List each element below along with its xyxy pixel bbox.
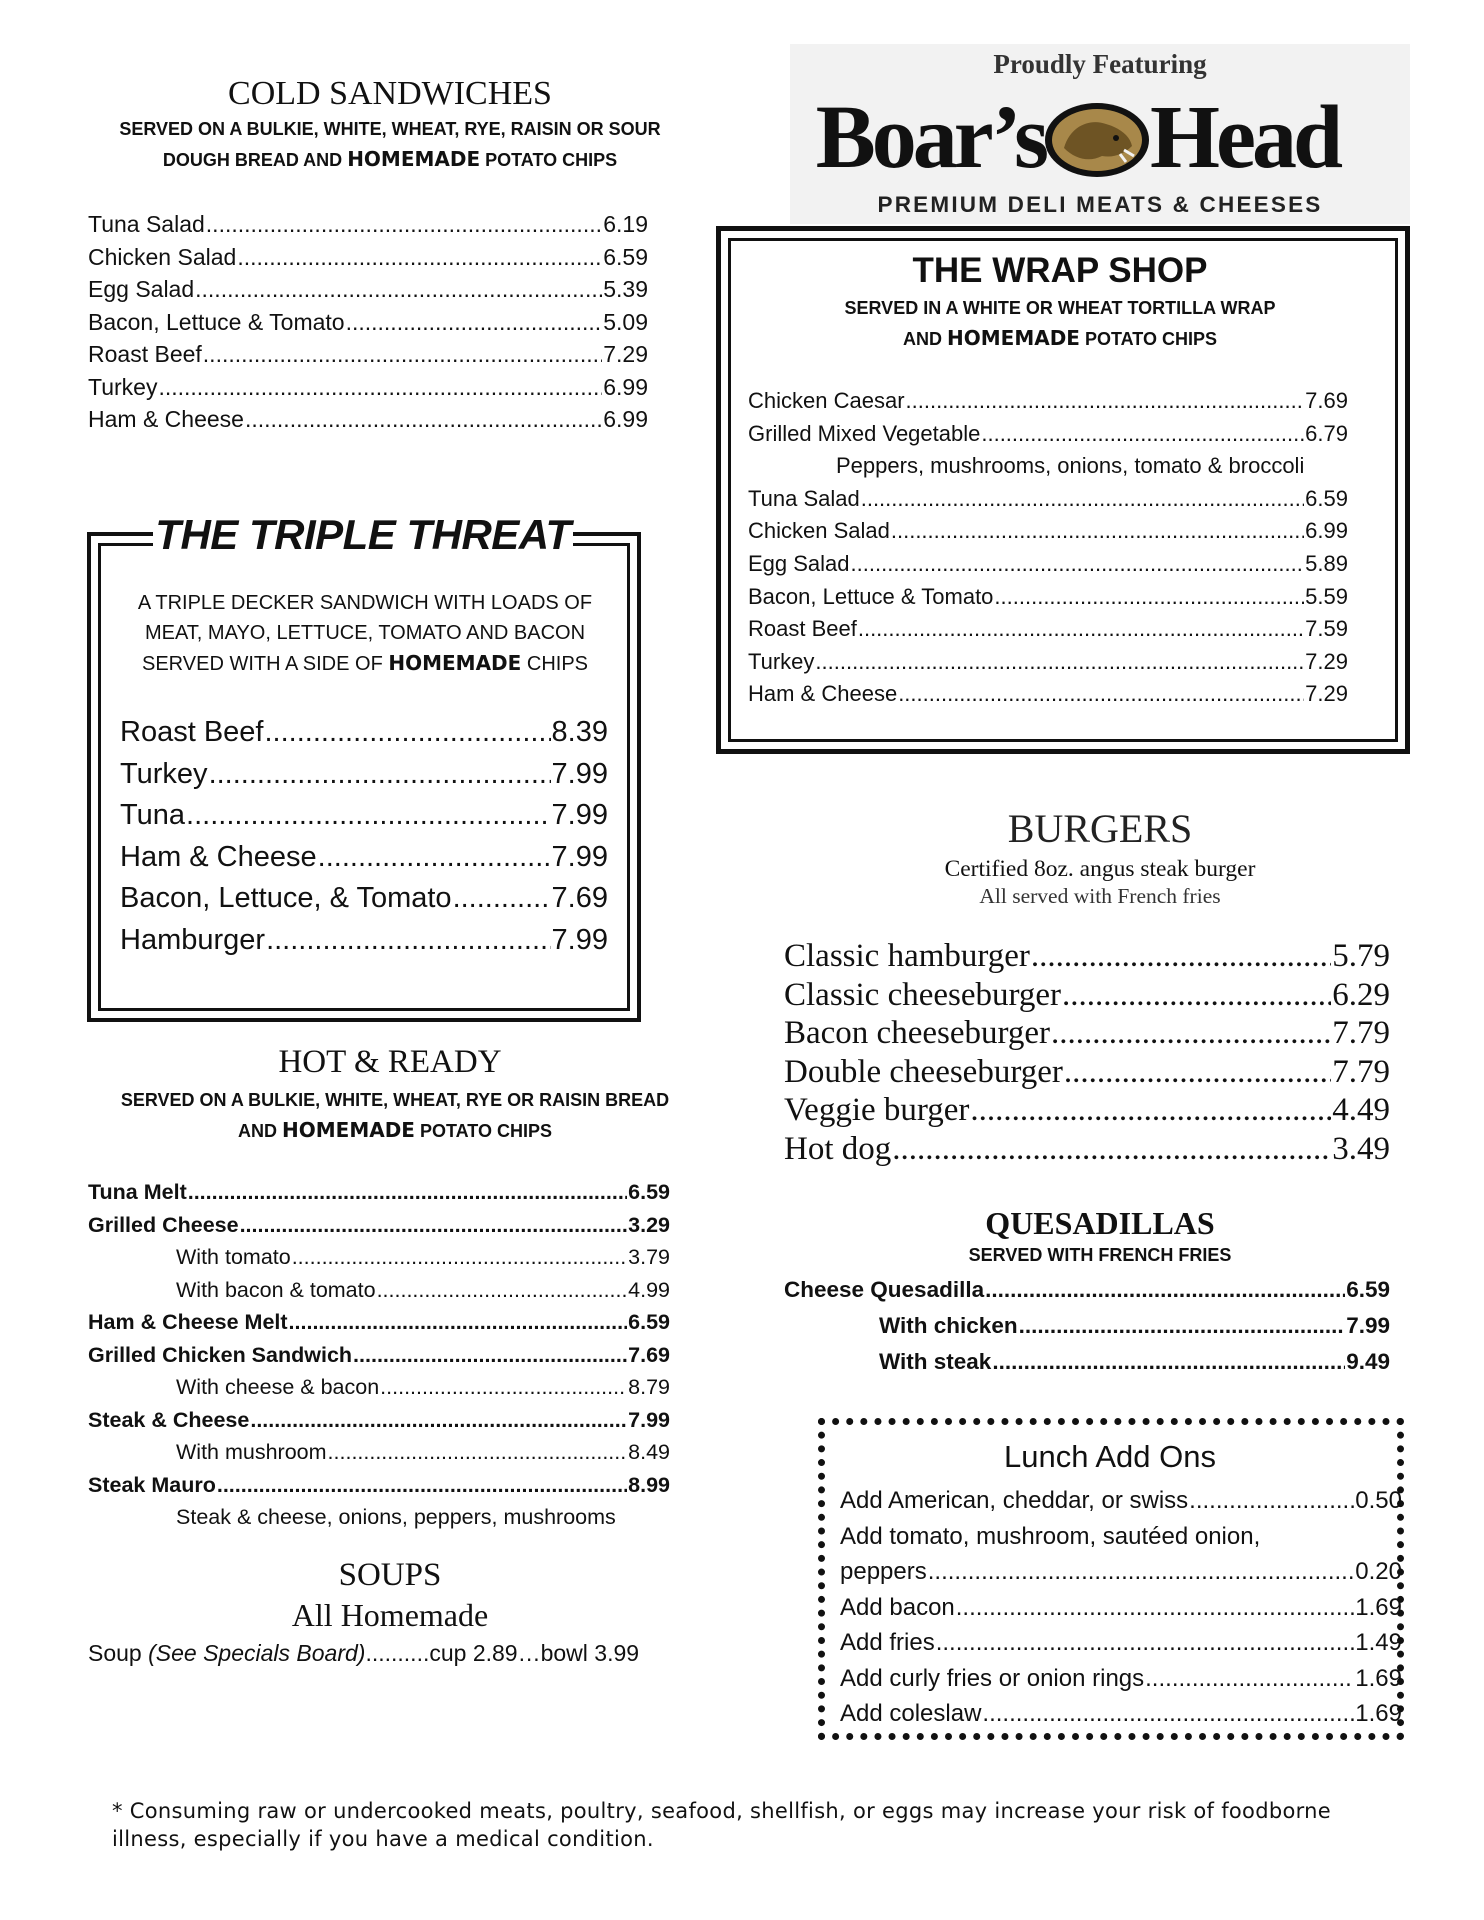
wrap-shop-list — [748, 385, 1348, 711]
dot-leader — [992, 1344, 1345, 1380]
menu-item-price: 7.59 — [1305, 616, 1348, 642]
menu-item-name: Add curly fries or onion rings — [840, 1664, 1145, 1692]
menu-item — [748, 418, 1348, 451]
dot-leader — [195, 273, 602, 306]
wrap-shop-title: THE WRAP SHOP — [912, 251, 1208, 290]
menu-item-price: 6.99 — [1305, 518, 1348, 544]
homemade-emphasis: HOMEMADE — [947, 326, 1080, 350]
menu-item-price: 4.49 — [1332, 1092, 1390, 1128]
steak-mauro-note: Steak & cheese, onions, peppers, mushrooms — [176, 1505, 616, 1529]
menu-item-price: 7.99 — [1346, 1313, 1390, 1338]
menu-item — [88, 1241, 670, 1274]
menu-item — [784, 976, 1390, 1015]
soup-line — [88, 1636, 708, 1670]
dot-leader — [328, 1436, 628, 1469]
menu-item — [88, 1339, 670, 1372]
menu-item-name: Egg Salad — [748, 550, 850, 576]
menu-item-name: Tuna — [120, 799, 186, 831]
menu-item-price: 9.49 — [1346, 1349, 1390, 1374]
menu-item — [840, 1661, 1402, 1697]
menu-item-name: Grilled Mixed Vegetable — [748, 420, 981, 446]
menu-item-price: 6.19 — [603, 211, 648, 237]
menu-item-name: Grilled Chicken Sandwich — [88, 1342, 353, 1367]
menu-item-price: 7.99 — [551, 757, 608, 790]
cold-sub-text: POTATO CHIPS — [480, 150, 618, 170]
menu-item-price: 6.29 — [1332, 976, 1390, 1013]
menu-item-name: Ham & Cheese — [120, 840, 317, 873]
menu-item — [748, 483, 1348, 516]
burgers-subtitle: Certified 8oz. angus steak burger — [944, 856, 1256, 882]
soup-note: (See Specials Board) — [148, 1640, 366, 1666]
menu-item — [840, 1483, 1402, 1519]
menu-item — [748, 548, 1348, 581]
menu-item — [748, 646, 1348, 679]
disclaimer-line2: illness, especially if you have a medical condition. — [112, 1827, 654, 1851]
menu-item-name: Ham & Cheese — [88, 406, 244, 432]
menu-item — [784, 937, 1390, 976]
menu-item — [120, 837, 608, 879]
menu-item-price: 0.20 — [1355, 1558, 1402, 1585]
menu-item-price: 7.99 — [551, 799, 608, 831]
menu-item — [784, 1344, 1390, 1380]
triple-desc-text: SERVED WITH A SIDE OF — [142, 653, 389, 675]
menu-item — [120, 754, 608, 796]
cold-sandwiches-list — [88, 208, 648, 436]
menu-item — [784, 1053, 1390, 1092]
menu-item-name: Add fries — [840, 1629, 935, 1656]
menu-item-name: With cheese & bacon — [176, 1375, 380, 1399]
menu-item-price: 6.99 — [603, 406, 648, 432]
dot-leader — [237, 241, 602, 274]
menu-item — [784, 1272, 1390, 1308]
menu-item — [88, 1469, 670, 1502]
menu-item — [784, 1091, 1390, 1130]
dot-leader — [188, 1176, 627, 1209]
menu-item — [120, 878, 608, 920]
menu-item-price: 5.09 — [603, 308, 648, 335]
menu-item — [88, 241, 648, 274]
soup-name: Soup — [88, 1640, 149, 1666]
food-safety-disclaimer — [112, 1797, 1412, 1853]
cold-sub-line2 — [80, 144, 700, 175]
boars-head-logo — [790, 44, 1410, 224]
dot-leader — [1062, 976, 1331, 1015]
cold-sub-line1: SERVED ON A BULKIE, WHITE, WHEAT, RYE, RAISIN OR SOUR — [119, 119, 661, 139]
menu-item-name: Ham & Cheese Melt — [88, 1310, 288, 1334]
dot-leader — [158, 371, 602, 404]
menu-item — [748, 515, 1348, 548]
dot-leader — [1019, 1308, 1346, 1344]
menu-item-name: Turkey — [120, 757, 208, 790]
menu-item — [748, 385, 1348, 418]
dot-leader — [203, 338, 602, 371]
menu-item-price: 8.49 — [628, 1440, 670, 1464]
menu-item-name: With mushroom — [176, 1440, 327, 1464]
menu-item-name: Turkey — [748, 648, 815, 674]
menu-item-name: Chicken Caesar — [748, 388, 905, 413]
menu-item-price: 6.59 — [1346, 1277, 1390, 1302]
menu-item-note: Peppers, mushrooms, onions, tomato & broccoli — [836, 453, 1305, 479]
wrap-sub-line2 — [760, 323, 1360, 354]
dot-leader — [906, 385, 1305, 418]
menu-item-price: 7.29 — [1305, 648, 1348, 674]
menu-item — [840, 1590, 1402, 1626]
dot-leader — [266, 920, 550, 962]
dot-leader — [936, 1625, 1355, 1661]
menu-item-name: Tuna Melt — [88, 1180, 187, 1204]
menu-item-price: 7.69 — [551, 882, 608, 914]
menu-item-price: 5.79 — [1332, 938, 1390, 974]
menu-item-price: 3.79 — [628, 1245, 670, 1269]
menu-item — [120, 920, 608, 962]
quesadillas-subtitle: SERVED WITH FRENCH FRIES — [968, 1245, 1232, 1265]
menu-item — [88, 1209, 670, 1242]
dot-leader — [994, 581, 1304, 614]
menu-item — [748, 678, 1348, 711]
triple-desc-line2: MEAT, MAYO, LETTUCE, TOMATO AND BACON — [144, 622, 586, 644]
menu-item-name: Classic hamburger — [784, 938, 1030, 974]
menu-item-price: 0.50 — [1355, 1487, 1402, 1514]
boar-emblem-icon — [1044, 102, 1150, 178]
homemade-emphasis: HOMEMADE — [282, 1118, 415, 1142]
dot-leader — [292, 1241, 627, 1274]
wrap-shop-subtitle — [760, 293, 1360, 354]
dot-leader — [815, 646, 1304, 679]
wrap-sub-text: POTATO CHIPS — [1079, 329, 1217, 349]
dot-leader — [981, 418, 1304, 451]
menu-item-name: Add bacon — [840, 1593, 955, 1621]
menu-item-name: Grilled Cheese — [88, 1212, 239, 1237]
add-ons-title: Lunch Add Ons — [1004, 1439, 1216, 1474]
menu-item — [88, 1274, 670, 1307]
menu-item-note: Add tomato, mushroom, sautéed onion, — [840, 1522, 1261, 1550]
triple-threat-description — [110, 588, 620, 679]
menu-item-name: Tuna Salad — [748, 485, 860, 511]
menu-item — [784, 1014, 1390, 1053]
soups-subtitle: All Homemade — [291, 1597, 489, 1633]
burgers-title: BURGERS — [1007, 806, 1193, 851]
menu-item-price: 7.29 — [1305, 681, 1348, 707]
menu-item-name: Steak & Cheese — [88, 1407, 250, 1432]
dot-leader — [1064, 1053, 1331, 1092]
soups-title: SOUPS — [338, 1557, 442, 1593]
homemade-emphasis: HOMEMADE — [347, 147, 481, 171]
hot-sub-text: AND — [238, 1121, 283, 1141]
menu-item-name: Turkey — [88, 373, 158, 400]
menu-item-name: Bacon, Lettuce, & Tomato — [120, 882, 452, 914]
dot-leader — [858, 613, 1304, 646]
dot-leader — [851, 548, 1305, 581]
dot-leader — [209, 754, 551, 796]
menu-item-price: 7.99 — [551, 923, 608, 956]
menu-item-name: Classic cheeseburger — [784, 976, 1062, 1013]
dot-leader — [928, 1554, 1355, 1590]
menu-item-price: 5.59 — [1305, 583, 1348, 609]
dot-leader — [353, 1339, 627, 1372]
menu-item-name: peppers — [840, 1558, 927, 1585]
menu-item-name: Add coleslaw — [840, 1700, 982, 1727]
dot-leader — [377, 1274, 628, 1307]
dot-leader — [453, 878, 551, 920]
burgers-note: All served with French fries — [979, 884, 1221, 908]
dot-leader — [982, 1696, 1354, 1732]
menu-item-price: 1.49 — [1355, 1629, 1402, 1656]
menu-item-name: Roast Beef — [88, 341, 202, 367]
menu-item-name: Double cheeseburger — [784, 1053, 1063, 1090]
dot-leader — [186, 795, 551, 837]
hot-sub-text: POTATO CHIPS — [414, 1121, 552, 1141]
triple-threat-title: THE TRIPLE THREAT — [155, 511, 571, 558]
menu-item-name: Bacon cheeseburger — [784, 1015, 1051, 1051]
quesadillas-list — [784, 1272, 1390, 1380]
menu-item — [840, 1554, 1402, 1590]
menu-item — [88, 338, 648, 371]
menu-item — [840, 1625, 1402, 1661]
menu-item-price: 7.69 — [628, 1342, 670, 1367]
menu-item — [120, 712, 608, 754]
menu-item-price: 4.99 — [628, 1277, 670, 1302]
menu-item — [840, 1696, 1402, 1732]
menu-item — [88, 1306, 670, 1339]
menu-item — [748, 613, 1348, 646]
menu-item-price: 5.89 — [1305, 550, 1348, 576]
dot-leader — [985, 1272, 1345, 1308]
dot-leader — [1031, 937, 1331, 976]
menu-item-price: 6.59 — [628, 1310, 670, 1334]
dot-leader — [245, 403, 602, 436]
menu-item-name: Tuna Salad — [88, 211, 205, 237]
menu-item — [88, 306, 648, 339]
menu-item-price: 6.79 — [1305, 420, 1348, 446]
menu-item — [784, 1130, 1390, 1169]
menu-item — [88, 273, 648, 306]
menu-item-price: 7.79 — [1332, 1053, 1390, 1090]
menu-item-name: Add American, cheddar, or swiss — [840, 1487, 1189, 1514]
wrap-sub-line1: SERVED IN A WHITE OR WHEAT TORTILLA WRAP — [844, 298, 1276, 318]
quesadillas-title: QUESADILLAS — [985, 1205, 1215, 1241]
menu-item-price: 3.29 — [628, 1212, 670, 1237]
menu-item-price: 7.29 — [603, 341, 648, 367]
menu-item-price: 8.99 — [628, 1472, 670, 1497]
hot-ready-subtitle — [85, 1085, 705, 1146]
menu-item-name: With tomato — [176, 1245, 291, 1269]
logo-tagline: PREMIUM DELI MEATS & CHEESES — [877, 192, 1323, 217]
dot-leader — [346, 306, 603, 339]
menu-item — [88, 371, 648, 404]
dot-leader — [318, 837, 551, 879]
menu-item — [88, 1436, 670, 1469]
triple-desc-line3 — [110, 648, 620, 679]
logo-word-boars: Boar’s — [815, 88, 1045, 187]
hot-ready-list — [88, 1176, 670, 1534]
menu-item — [88, 1371, 670, 1404]
menu-item-name: Veggie burger — [784, 1092, 970, 1128]
menu-item-price: 6.99 — [603, 373, 648, 400]
menu-item-name: Bacon, Lettuce & Tomato — [748, 583, 994, 609]
menu-item-name: With bacon & tomato — [176, 1277, 376, 1302]
dot-leader — [1051, 1014, 1331, 1053]
menu-item-name: Steak Mauro — [88, 1472, 216, 1497]
dot-leader — [898, 678, 1304, 711]
menu-item-price: 5.39 — [603, 276, 648, 302]
menu-item-price: 7.99 — [628, 1407, 670, 1432]
menu-item-name: Hamburger — [120, 923, 266, 956]
menu-item-name: With chicken — [879, 1313, 1018, 1338]
menu-item-price: 6.59 — [628, 1180, 670, 1204]
menu-item-name: Chicken Salad — [88, 243, 237, 270]
triple-threat-list — [120, 712, 608, 961]
menu-item-name: Roast Beef — [748, 616, 857, 642]
menu-item — [88, 1404, 670, 1437]
dot-leader — [970, 1091, 1331, 1130]
menu-item-price: 7.79 — [1332, 1015, 1390, 1051]
cold-sandwiches-title: COLD SANDWICHES — [228, 75, 552, 112]
menu-item — [120, 795, 608, 837]
menu-item-name: Chicken Salad — [748, 518, 890, 544]
logo-word-head: Head — [1150, 88, 1340, 187]
menu-item-price: 1.69 — [1355, 1593, 1402, 1621]
homemade-emphasis: HOMEMADE — [388, 651, 522, 675]
disclaimer-line1: * Consuming raw or undercooked meats, poultry, seafood, shellfish, or eggs may increase your risk of foodborne — [112, 1799, 1332, 1823]
hot-sub-line2 — [85, 1115, 705, 1146]
menu-item-price: 1.69 — [1355, 1664, 1402, 1692]
menu-item-name: Hot dog — [784, 1130, 892, 1167]
menu-item-price: 6.59 — [603, 243, 648, 270]
menu-item-name: With steak — [879, 1349, 992, 1374]
menu-item — [88, 1176, 670, 1209]
menu-item-price: 7.99 — [551, 840, 608, 873]
cold-sandwiches-subtitle — [80, 114, 700, 175]
dot-leader — [891, 515, 1304, 548]
menu-item — [784, 1308, 1390, 1344]
menu-item — [748, 581, 1348, 614]
dot-leader — [206, 208, 602, 241]
dot-leader — [250, 1404, 627, 1437]
menu-item-name: Roast Beef — [120, 716, 264, 748]
menu-item-name: Cheese Quesadilla — [784, 1277, 985, 1302]
add-ons-list — [840, 1483, 1402, 1732]
hot-sub-line1: SERVED ON A BULKIE, WHITE, WHEAT, RYE OR RAISIN BREAD — [120, 1090, 670, 1110]
dot-leader — [956, 1590, 1355, 1626]
triple-desc-text: CHIPS — [521, 653, 588, 675]
menu-item-price: 8.39 — [551, 716, 608, 748]
hot-ready-title: HOT & READY — [278, 1044, 502, 1080]
menu-item — [88, 403, 648, 436]
soup-prices: ..........cup 2.89…bowl 3.99 — [365, 1640, 640, 1666]
menu-item-price: 7.69 — [1305, 388, 1348, 413]
burgers-list — [784, 937, 1390, 1168]
dot-leader — [380, 1371, 627, 1404]
triple-desc-line1: A TRIPLE DECKER SANDWICH WITH LOADS OF — [137, 592, 593, 614]
dot-leader — [861, 483, 1304, 516]
wrap-sub-text: AND — [903, 329, 948, 349]
dot-leader — [217, 1469, 627, 1502]
menu-item-price: 3.49 — [1332, 1130, 1390, 1167]
dot-leader — [892, 1130, 1331, 1169]
menu-item-name: Bacon, Lettuce & Tomato — [88, 308, 345, 335]
menu-item-name: Ham & Cheese — [748, 681, 898, 707]
dot-leader — [240, 1209, 628, 1242]
menu-item-price: 6.59 — [1305, 485, 1348, 511]
menu-item-price: 1.69 — [1355, 1700, 1402, 1727]
dot-leader — [1145, 1661, 1354, 1697]
menu-item-price: 8.79 — [628, 1375, 670, 1399]
menu-item — [88, 208, 648, 241]
dot-leader — [289, 1306, 628, 1339]
menu-item-name: Egg Salad — [88, 276, 195, 302]
logo-proudly-featuring: Proudly Featuring — [993, 49, 1207, 79]
dot-leader — [1189, 1483, 1354, 1519]
cold-sub-text: DOUGH BREAD AND — [162, 150, 348, 170]
dot-leader — [264, 712, 550, 754]
